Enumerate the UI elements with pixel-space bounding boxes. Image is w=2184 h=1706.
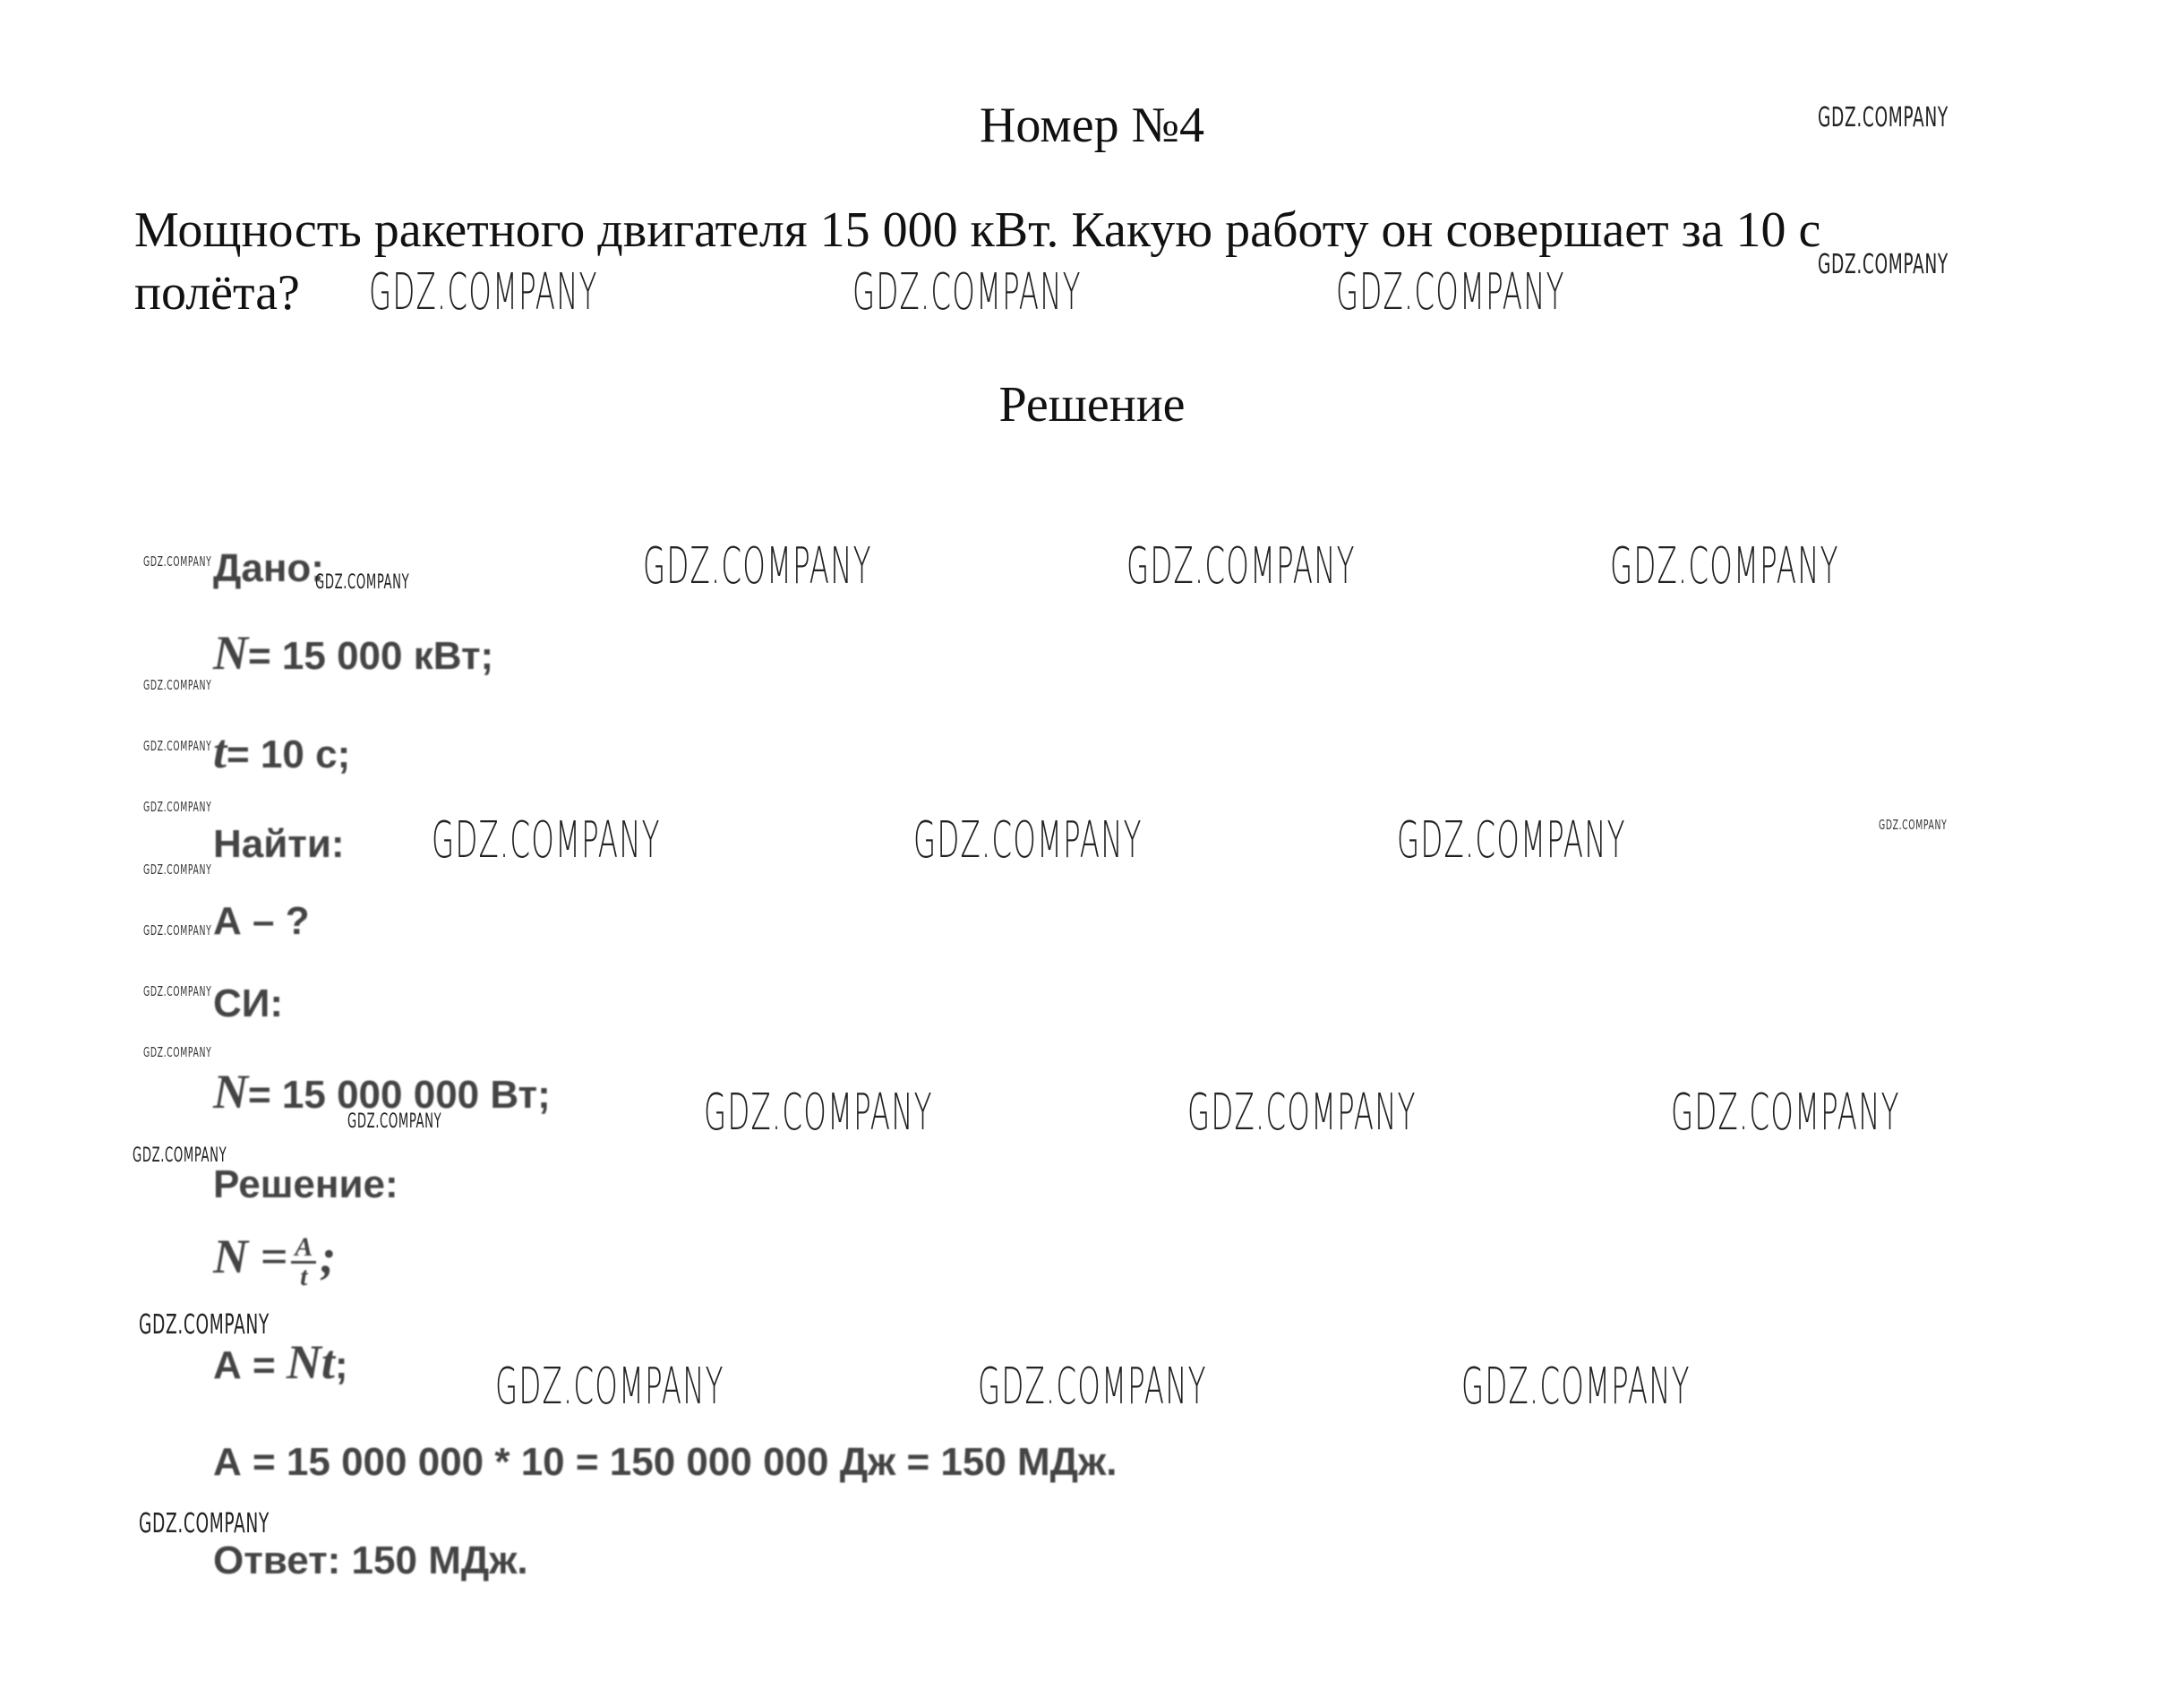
given-power xyxy=(213,625,493,681)
watermark: GDZ.COMPANY xyxy=(143,922,212,939)
problem-line-2: полёта? xyxy=(134,265,300,321)
formula-fraction xyxy=(291,1231,316,1291)
find-value: А – ? xyxy=(213,899,310,943)
watermark: GDZ.COMPANY xyxy=(1818,249,1948,280)
given-time xyxy=(213,724,350,779)
watermark: GDZ.COMPANY xyxy=(978,1358,1207,1416)
find-label: Найти: xyxy=(213,822,345,866)
watermark: GDZ.COMPANY xyxy=(143,983,212,999)
watermark: GDZ.COMPANY xyxy=(143,677,212,693)
si-power-value: = 15 000 000 Вт; xyxy=(248,1073,551,1117)
answer-line: Ответ: 150 МДж. xyxy=(213,1539,528,1582)
work-formula-nt: Nt xyxy=(286,1335,335,1389)
watermark: GDZ.COMPANY xyxy=(852,263,1082,321)
page-title: Номер №4 xyxy=(979,98,1205,153)
si-label: СИ: xyxy=(213,982,284,1025)
work-formula-a: А = xyxy=(213,1343,287,1387)
formula-denominator: t xyxy=(300,1261,308,1291)
given-label: Дано: xyxy=(213,546,324,590)
watermark: GDZ.COMPANY xyxy=(143,553,212,570)
watermark: GDZ.COMPANY xyxy=(643,537,872,596)
formula-numerator: A xyxy=(291,1234,316,1264)
watermark: GDZ.COMPANY xyxy=(139,1508,270,1539)
problem-line-1: Мощность ракетного двигателя 15 000 кВт. Какую работу он совершает за 10 с xyxy=(134,202,1821,258)
watermark: GDZ.COMPANY xyxy=(1397,811,1626,870)
watermark: GDZ.COMPANY xyxy=(1671,1084,1900,1142)
power-formula xyxy=(213,1229,336,1290)
watermark: GDZ.COMPANY xyxy=(1126,537,1356,596)
solution-label: Решение: xyxy=(213,1162,398,1206)
watermark: GDZ.COMPANY xyxy=(143,862,212,878)
given-time-value: = 10 с; xyxy=(227,733,351,776)
watermark: GDZ.COMPANY xyxy=(913,811,1143,870)
given-power-var: N xyxy=(213,626,248,680)
watermark: GDZ.COMPANY xyxy=(347,1110,442,1133)
watermark: GDZ.COMPANY xyxy=(143,738,212,754)
given-power-value: = 15 000 кВт; xyxy=(248,634,494,678)
watermark: GDZ.COMPANY xyxy=(1461,1358,1691,1416)
formula-end: ; xyxy=(320,1230,337,1283)
given-time-var: t xyxy=(213,724,227,778)
watermark: GDZ.COMPANY xyxy=(315,571,410,594)
watermark: GDZ.COMPANY xyxy=(1818,102,1948,133)
watermark: GDZ.COMPANY xyxy=(369,263,598,321)
calculation-line: А = 15 000 000 * 10 = 150 000 000 Дж = 150 МДж. xyxy=(213,1440,1118,1484)
work-formula-end: ; xyxy=(334,1343,348,1387)
watermark: GDZ.COMPANY xyxy=(143,1044,212,1060)
watermark: GDZ.COMPANY xyxy=(1879,817,1948,833)
work-formula xyxy=(213,1334,348,1390)
watermark: GDZ.COMPANY xyxy=(1187,1084,1417,1142)
watermark: GDZ.COMPANY xyxy=(139,1309,270,1341)
solution-heading: Решение xyxy=(998,377,1186,433)
watermark: GDZ.COMPANY xyxy=(1336,263,1565,321)
watermark: GDZ.COMPANY xyxy=(133,1144,227,1167)
watermark: GDZ.COMPANY xyxy=(143,799,212,815)
watermark: GDZ.COMPANY xyxy=(432,811,661,870)
si-power-var: N xyxy=(213,1065,248,1119)
watermark: GDZ.COMPANY xyxy=(495,1358,724,1416)
formula-lhs: N = xyxy=(213,1230,288,1283)
watermark: GDZ.COMPANY xyxy=(704,1084,933,1142)
watermark: GDZ.COMPANY xyxy=(1610,537,1839,596)
